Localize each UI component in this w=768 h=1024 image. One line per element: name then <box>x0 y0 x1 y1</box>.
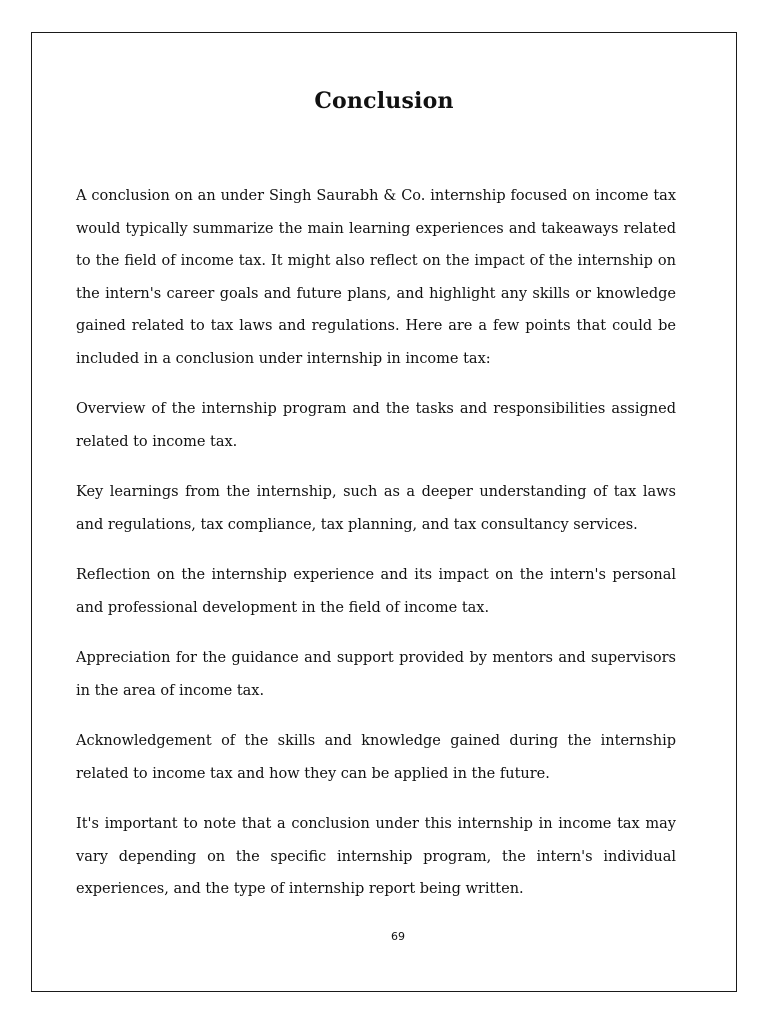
paragraph-overview: Overview of the internship program and the tasks and responsibilities assigned related to income tax. <box>76 401 676 450</box>
page-number: 69 <box>391 930 405 943</box>
paragraph-key-learnings: Key learnings from the internship, such as a deeper understanding of tax laws and regulations, tax compliance, tax planning, and tax consultancy services. <box>76 484 676 533</box>
page-title: Conclusion <box>314 88 454 114</box>
document-body <box>76 180 676 924</box>
paragraph-acknowledgement: Acknowledgement of the skills and knowledge gained during the internship related to income tax and how they can be applied in the future. <box>76 733 676 782</box>
paragraph-reflection: Reflection on the internship experience and its impact on the intern's personal and professional development in the field of income tax. <box>76 567 676 616</box>
paragraph-note: It's important to note that a conclusion under this internship in income tax may vary depending on the specific internship program, the intern's individual experiences, and the type of internship report being written. <box>76 816 676 897</box>
paragraph-intro: A conclusion on an under Singh Saurabh & Co. internship focused on income tax would typically summarize the main learning experiences and takeaways related to the field of income tax. It might also reflect on the impact of the internship on the intern's career goals and future plans, and highlight any skills or knowledge gained related to tax laws and regulations. Here are a few points that could be included in a conclusion under internship in income tax: <box>76 188 676 367</box>
paragraph-appreciation: Appreciation for the guidance and support provided by mentors and supervisors in the area of income tax. <box>76 650 676 699</box>
